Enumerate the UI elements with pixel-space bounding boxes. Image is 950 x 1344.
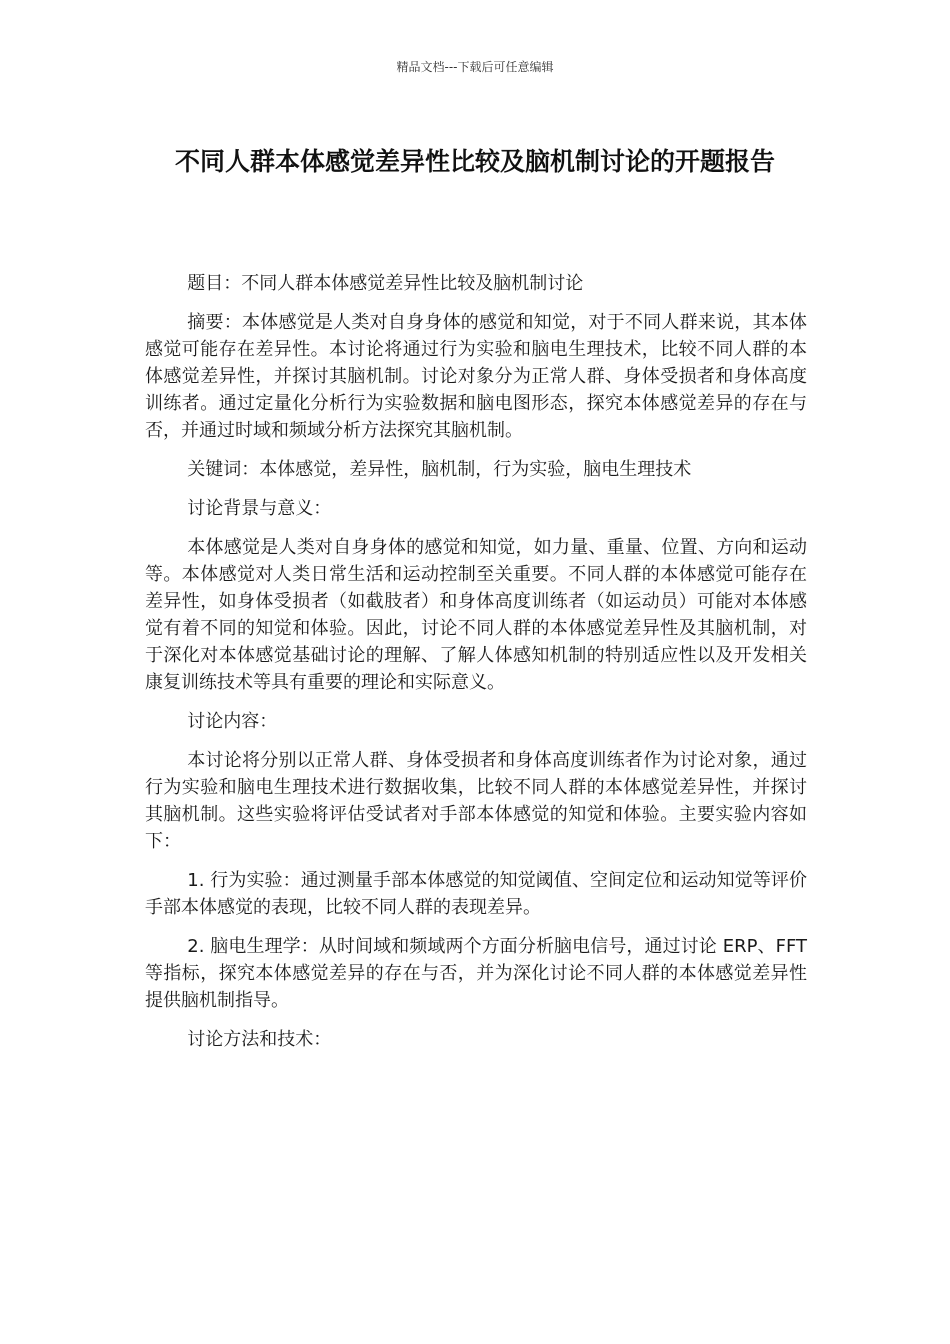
document-title: 不同人群本体感觉差异性比较及脑机制讨论的开题报告 xyxy=(174,147,775,176)
header-note: 精品文档---下载后可任意编辑 xyxy=(396,60,554,74)
list-item-eeg: 2. 脑电生理学：从时间域和频域两个方面分析脑电信号，通过讨论 ERP、FFT 等指标，探究本体感觉差异的存在与否，并为深化讨论不同人群的本体感觉差异性提供脑机制指导。 xyxy=(145,936,807,1011)
topic-paragraph: 题目：不同人群本体感觉差异性比较及脑机制讨论 xyxy=(187,273,584,294)
document-body xyxy=(145,270,807,1065)
section-heading-methods: 讨论方法和技术： xyxy=(187,1029,332,1050)
list-item-behavior: 1. 行为实验：通过测量手部本体感觉的知觉阈值、空间定位和运动知觉等评价手部本体感觉的表现，比较不同人群的表现差异。 xyxy=(145,870,807,918)
content-paragraph: 本讨论将分别以正常人群、身体受损者和身体高度训练者作为讨论对象，通过行为实验和脑电生理技术进行数据收集，比较不同人群的本体感觉差异性，并探讨其脑机制。这些实验将评估受试者对手部本体感觉的知觉和体验。主要实验内容如下： xyxy=(145,750,807,852)
section-heading-content: 讨论内容： xyxy=(187,711,278,732)
background-paragraph: 本体感觉是人类对自身身体的感觉和知觉，如力量、重量、位置、方向和运动等。本体感觉对人类日常生活和运动控制至关重要。不同人群的本体感觉可能存在差异性，如身体受损者（如截肢者）和身体高度训练者（如运动员）可能对本体感觉有着不同的知觉和体验。因此，讨论不同人群的本体感觉差异性及其脑机制，对于深化对本体感觉基础讨论的理解、了解人体感知机制的特别适应性以及开发相关康复训练技术等具有重要的理论和实际意义。 xyxy=(145,537,807,693)
abstract-paragraph: 摘要：本体感觉是人类对自身身体的感觉和知觉，对于不同人群来说，其本体感觉可能存在差异性。本讨论将通过行为实验和脑电生理技术，比较不同人群的本体感觉差异性，并探讨其脑机制。讨论对象分为正常人群、身体受损者和身体高度训练者。通过定量化分析行为实验数据和脑电图形态，探究本体感觉差异的存在与否，并通过时域和频域分析方法探究其脑机制。 xyxy=(145,312,807,441)
section-heading-background: 讨论背景与意义： xyxy=(187,498,332,519)
keywords-paragraph: 关键词：本体感觉，差异性，脑机制，行为实验，脑电生理技术 xyxy=(187,459,692,480)
